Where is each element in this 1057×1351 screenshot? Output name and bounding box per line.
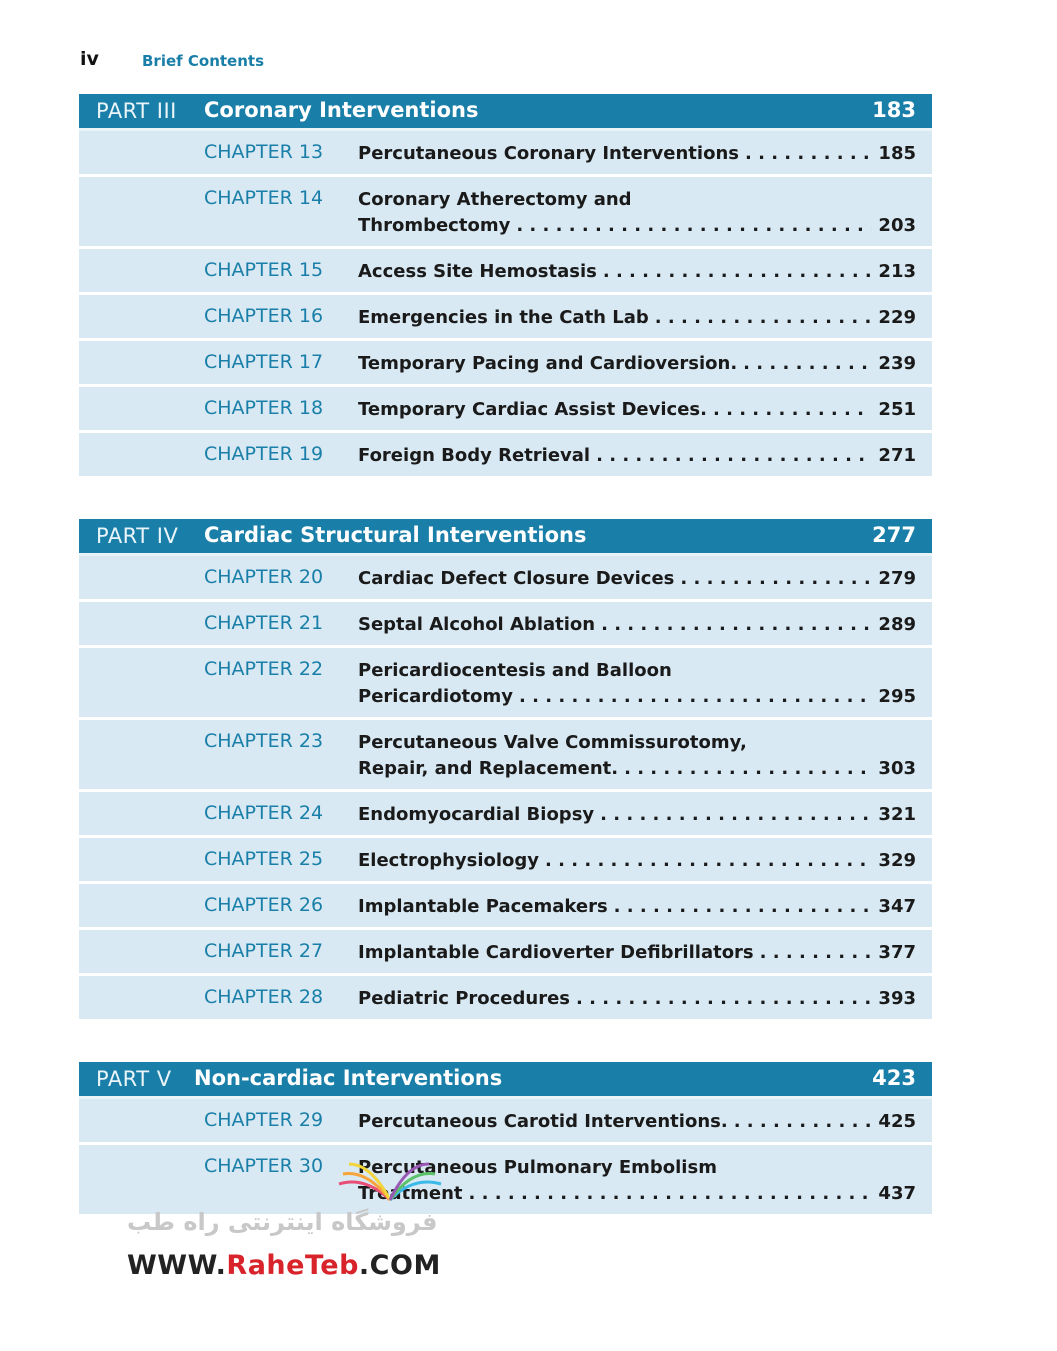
chapter-title-line bbox=[358, 986, 916, 1012]
part-title: Coronary Interventions bbox=[204, 98, 479, 122]
dot-leader bbox=[745, 141, 872, 167]
chapter-label: CHAPTER 16 bbox=[204, 305, 324, 327]
part-section bbox=[79, 1062, 932, 1217]
dot-leader bbox=[614, 894, 873, 920]
chapter-title bbox=[358, 305, 916, 331]
chapter-label: CHAPTER 25 bbox=[204, 848, 324, 870]
chapter-page-number: 329 bbox=[878, 850, 916, 871]
chapter-row[interactable] bbox=[79, 131, 932, 177]
chapter-title-text: Cardiac Defect Closure Devices bbox=[358, 568, 675, 589]
part-page-number: 183 bbox=[872, 98, 916, 122]
part-header bbox=[79, 94, 932, 131]
dot-leader bbox=[601, 612, 872, 638]
chapter-title-text: Thrombectomy bbox=[358, 215, 511, 236]
chapter-page-number: 303 bbox=[878, 758, 916, 779]
dot-leader bbox=[603, 259, 873, 285]
part-page-number: 423 bbox=[872, 1066, 916, 1090]
chapter-row[interactable] bbox=[79, 1099, 932, 1145]
chapter-page-number: 437 bbox=[878, 1183, 916, 1204]
part-section bbox=[79, 94, 932, 479]
chapter-label: CHAPTER 24 bbox=[204, 802, 324, 824]
part-section bbox=[79, 519, 932, 1022]
chapter-title-text: Endomyocardial Biopsy bbox=[358, 804, 595, 825]
chapter-title-text: Repair, and Replacement. bbox=[358, 758, 619, 779]
watermark-url-brand: RaheTeb bbox=[226, 1250, 359, 1281]
chapter-title bbox=[358, 612, 916, 638]
chapter-label: CHAPTER 29 bbox=[204, 1109, 324, 1131]
chapter-row[interactable] bbox=[79, 792, 932, 838]
part-title: Non-cardiac Interventions bbox=[194, 1066, 503, 1090]
chapter-page-number: 377 bbox=[878, 942, 916, 963]
dot-leader bbox=[545, 848, 872, 874]
chapter-page-number: 279 bbox=[878, 568, 916, 589]
chapter-title bbox=[358, 658, 916, 710]
chapter-title-line bbox=[358, 213, 916, 239]
dot-leader bbox=[596, 443, 872, 469]
chapter-title-text: Septal Alcohol Ablation bbox=[358, 614, 596, 635]
part-title: Cardiac Structural Interventions bbox=[204, 523, 587, 547]
chapter-row[interactable] bbox=[79, 976, 932, 1022]
chapter-title-text: Pericardiotomy bbox=[358, 686, 514, 707]
dot-leader bbox=[734, 1109, 873, 1135]
watermark bbox=[127, 1208, 457, 1288]
chapter-title bbox=[358, 986, 916, 1012]
chapter-title-line bbox=[358, 894, 916, 920]
dot-leader bbox=[680, 566, 872, 592]
chapter-row[interactable] bbox=[79, 295, 932, 341]
dot-leader bbox=[600, 802, 872, 828]
page-number: iv bbox=[80, 48, 99, 70]
chapter-page-number: 251 bbox=[878, 399, 916, 420]
running-head: Brief Contents bbox=[142, 52, 265, 70]
watermark-url-prefix: WWW. bbox=[127, 1250, 227, 1281]
chapter-title-line bbox=[358, 756, 916, 782]
chapter-title-text: Percutaneous Carotid Interventions. bbox=[358, 1111, 728, 1132]
chapter-row[interactable] bbox=[79, 838, 932, 884]
chapter-title-text: Emergencies in the Cath Lab bbox=[358, 307, 649, 328]
chapter-label: CHAPTER 19 bbox=[204, 443, 324, 465]
chapter-row[interactable] bbox=[79, 387, 932, 433]
chapter-title-line bbox=[358, 730, 916, 756]
open-book-logo-icon bbox=[335, 1158, 445, 1208]
watermark-url bbox=[127, 1250, 441, 1281]
chapter-title bbox=[358, 259, 916, 285]
chapter-row[interactable] bbox=[79, 648, 932, 720]
chapter-title-text: Coronary Atherectomy and bbox=[358, 189, 632, 210]
chapter-label: CHAPTER 18 bbox=[204, 397, 324, 419]
chapter-label: CHAPTER 30 bbox=[204, 1155, 324, 1177]
chapter-title-line bbox=[358, 443, 916, 469]
chapter-title bbox=[358, 848, 916, 874]
chapter-title-line bbox=[358, 612, 916, 638]
chapter-title-line bbox=[358, 259, 916, 285]
chapter-row[interactable] bbox=[79, 433, 932, 479]
chapter-title-text: Treatment bbox=[358, 1183, 463, 1204]
chapter-label: CHAPTER 26 bbox=[204, 894, 324, 916]
dot-leader bbox=[519, 684, 872, 710]
chapter-label: CHAPTER 21 bbox=[204, 612, 324, 634]
chapter-row[interactable] bbox=[79, 556, 932, 602]
chapter-title-text: Temporary Pacing and Cardioversion. bbox=[358, 353, 738, 374]
chapter-page-number: 271 bbox=[878, 445, 916, 466]
part-label: PART III bbox=[96, 99, 177, 123]
dot-leader bbox=[469, 1181, 873, 1207]
chapter-title-line bbox=[358, 397, 916, 423]
chapter-title-line bbox=[358, 658, 916, 684]
chapter-row[interactable] bbox=[79, 1145, 932, 1217]
chapter-page-number: 213 bbox=[878, 261, 916, 282]
chapter-title-text: Electrophysiology bbox=[358, 850, 540, 871]
dot-leader bbox=[516, 213, 872, 239]
dot-leader bbox=[713, 397, 872, 423]
chapter-title bbox=[358, 730, 916, 782]
part-label: PART IV bbox=[96, 524, 179, 548]
chapter-title-text: Pericardiocentesis and Balloon bbox=[358, 660, 672, 681]
chapter-label: CHAPTER 14 bbox=[204, 187, 324, 209]
chapter-title-line bbox=[358, 940, 916, 966]
chapter-row[interactable] bbox=[79, 249, 932, 295]
chapter-title bbox=[358, 1109, 916, 1135]
chapter-page-number: 185 bbox=[878, 143, 916, 164]
chapter-title-text: Percutaneous Valve Commissurotomy, bbox=[358, 732, 747, 753]
chapter-title bbox=[358, 802, 916, 828]
chapter-title bbox=[358, 940, 916, 966]
chapter-page-number: 321 bbox=[878, 804, 916, 825]
chapter-title-text: Pediatric Procedures bbox=[358, 988, 571, 1009]
chapter-label: CHAPTER 17 bbox=[204, 351, 324, 373]
chapter-row[interactable] bbox=[79, 720, 932, 792]
dot-leader bbox=[655, 305, 873, 331]
chapter-title bbox=[358, 566, 916, 592]
watermark-persian-text: فروشگاه اینترنتی راه طب bbox=[127, 1208, 438, 1236]
chapter-label: CHAPTER 13 bbox=[204, 141, 324, 163]
chapter-page-number: 229 bbox=[878, 307, 916, 328]
chapter-title-text: Foreign Body Retrieval bbox=[358, 445, 591, 466]
chapter-title-line bbox=[358, 187, 916, 213]
dot-leader bbox=[576, 986, 872, 1012]
chapter-title-text: Percutaneous Pulmonary Embolism bbox=[358, 1157, 717, 1178]
chapter-title bbox=[358, 351, 916, 377]
chapter-page-number: 203 bbox=[878, 215, 916, 236]
chapter-title bbox=[358, 397, 916, 423]
chapter-title bbox=[358, 141, 916, 167]
part-label: PART V bbox=[96, 1067, 172, 1091]
chapter-label: CHAPTER 23 bbox=[204, 730, 324, 752]
chapter-title bbox=[358, 187, 916, 239]
chapter-label: CHAPTER 28 bbox=[204, 986, 324, 1008]
dot-leader bbox=[743, 351, 872, 377]
chapter-title-line bbox=[358, 141, 916, 167]
chapter-row[interactable] bbox=[79, 884, 932, 930]
watermark-url-suffix: .COM bbox=[358, 1250, 441, 1281]
chapter-title-line bbox=[358, 684, 916, 710]
part-header bbox=[79, 519, 932, 556]
part-header bbox=[79, 1062, 932, 1099]
chapter-title-line bbox=[358, 848, 916, 874]
chapter-label: CHAPTER 15 bbox=[204, 259, 324, 281]
part-page-number: 277 bbox=[872, 523, 916, 547]
chapter-title-line bbox=[358, 566, 916, 592]
chapter-title-text: Percutaneous Coronary Interventions bbox=[358, 143, 739, 164]
chapter-title-text: Access Site Hemostasis bbox=[358, 261, 597, 282]
chapter-page-number: 239 bbox=[878, 353, 916, 374]
chapter-title-text: Implantable Cardioverter Defibrillators bbox=[358, 942, 754, 963]
chapter-page-number: 295 bbox=[878, 686, 916, 707]
chapter-title bbox=[358, 894, 916, 920]
chapter-title-line bbox=[358, 1109, 916, 1135]
chapter-row[interactable] bbox=[79, 341, 932, 387]
chapter-page-number: 393 bbox=[878, 988, 916, 1009]
chapter-title-text: Implantable Pacemakers bbox=[358, 896, 608, 917]
chapter-label: CHAPTER 22 bbox=[204, 658, 324, 680]
chapter-title-line bbox=[358, 802, 916, 828]
dot-leader bbox=[760, 940, 873, 966]
dot-leader bbox=[624, 756, 872, 782]
chapter-row[interactable] bbox=[79, 602, 932, 648]
chapter-title-text: Temporary Cardiac Assist Devices. bbox=[358, 399, 707, 420]
chapter-page-number: 425 bbox=[878, 1111, 916, 1132]
chapter-title-line bbox=[358, 305, 916, 331]
chapter-row[interactable] bbox=[79, 177, 932, 249]
chapter-page-number: 289 bbox=[878, 614, 916, 635]
chapter-label: CHAPTER 27 bbox=[204, 940, 324, 962]
chapter-row[interactable] bbox=[79, 930, 932, 976]
chapter-title-line bbox=[358, 351, 916, 377]
chapter-label: CHAPTER 20 bbox=[204, 566, 324, 588]
chapter-page-number: 347 bbox=[878, 896, 916, 917]
chapter-title bbox=[358, 443, 916, 469]
